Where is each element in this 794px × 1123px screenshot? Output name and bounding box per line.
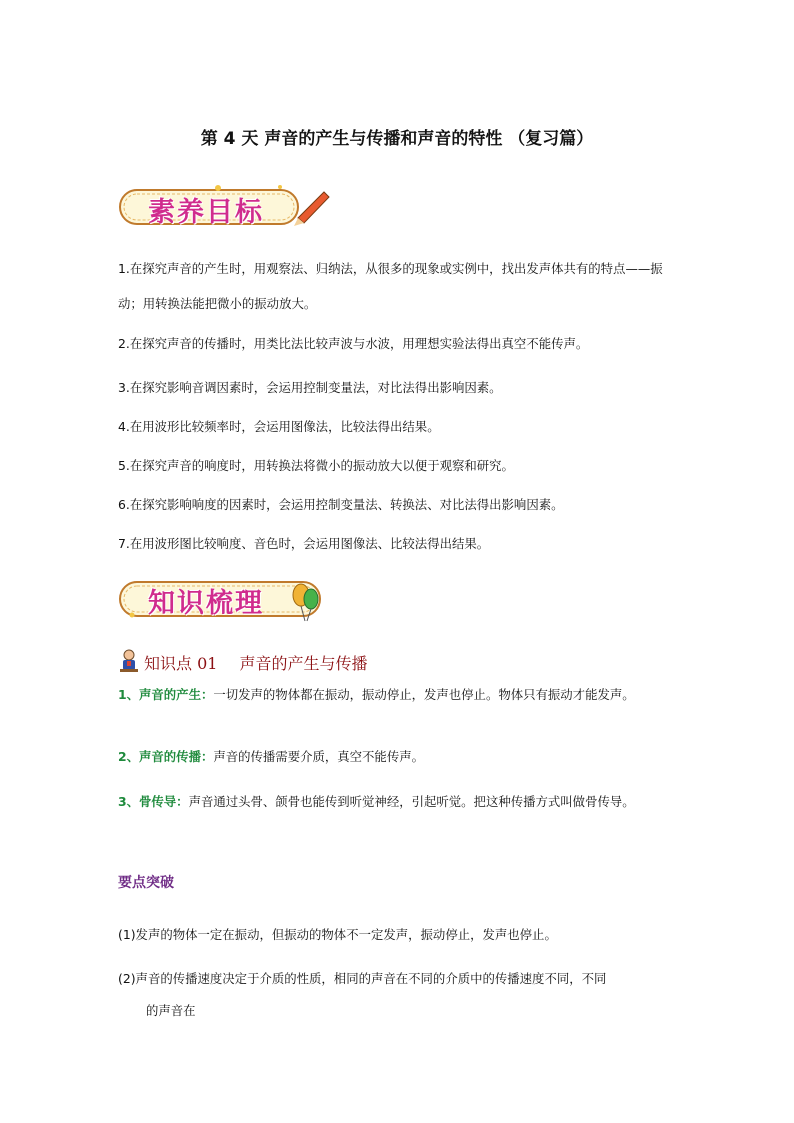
banner-title: 素养目标: [148, 197, 264, 228]
objective-3: 3.在探究影响音调因素时，会运用控制变量法，对比法得出影响因素。: [118, 380, 502, 395]
teacher-icon: [118, 649, 140, 675]
point-term: 3、骨传导：: [118, 794, 189, 809]
knowledge-point-label: 知识点 01: [144, 653, 218, 673]
key-point-2-continued: 的声音在: [146, 1003, 196, 1018]
objective-4: 4.在用波形比较频率时，会运用图像法，比较法得出结果。: [118, 419, 440, 434]
point-3: [118, 787, 678, 817]
point-term: 2、声音的传播：: [118, 749, 214, 764]
key-points-heading: 要点突破: [118, 875, 174, 891]
knowledge-point-heading: [118, 648, 367, 676]
objective-5: 5.在探究声音的响度时，用转换法将微小的振动放大以便于观察和研究。: [118, 458, 514, 473]
point-text: 声音的传播需要介质，真空不能传声。: [213, 749, 424, 764]
point-text: 声音通过头骨、颌骨也能传到听觉神经，引起听觉。把这种传播方式叫做骨传导。: [188, 794, 635, 809]
banner-title: 知识梳理: [148, 588, 264, 619]
objective-2: 2.在探究声音的传播时，用类比法比较声波与水波，用理想实验法得出真空不能传声。: [118, 336, 589, 351]
objective-1: 1.在探究声音的产生时，用观察法、归纳法，从很多的现象或实例中，找出发声体共有的特点——振动；用转换法能把微小的振动放大。: [118, 261, 663, 311]
point-2: [118, 742, 678, 772]
objective-6: 6.在探究影响响度的因素时，会运用控制变量法、转换法、对比法得出影响因素。: [118, 497, 564, 512]
page-title: 第 4 天 声音的产生与传播和声音的特性 （复习篇）: [200, 129, 594, 149]
knowledge-point-title: 声音的产生与传播: [239, 653, 368, 673]
point-term: 1、声音的产生：: [118, 687, 214, 702]
section-banner-knowledge: [118, 575, 326, 623]
point-text: 一切发声的物体都在振动，振动停止，发声也停止。物体只有振动才能发声。: [213, 687, 635, 702]
point-1: [118, 680, 678, 710]
section-banner-objectives: [118, 184, 330, 230]
key-point-1: (1)发声的物体一定在振动，但振动的物体不一定发声，振动停止，发声也停止。: [118, 927, 557, 942]
objective-7: 7.在用波形图比较响度、音色时，会运用图像法、比较法得出结果。: [118, 536, 490, 551]
key-point-2: (2)声音的传播速度决定于介质的性质，相同的声音在不同的介质中的传播速度不同，不同: [118, 971, 607, 986]
